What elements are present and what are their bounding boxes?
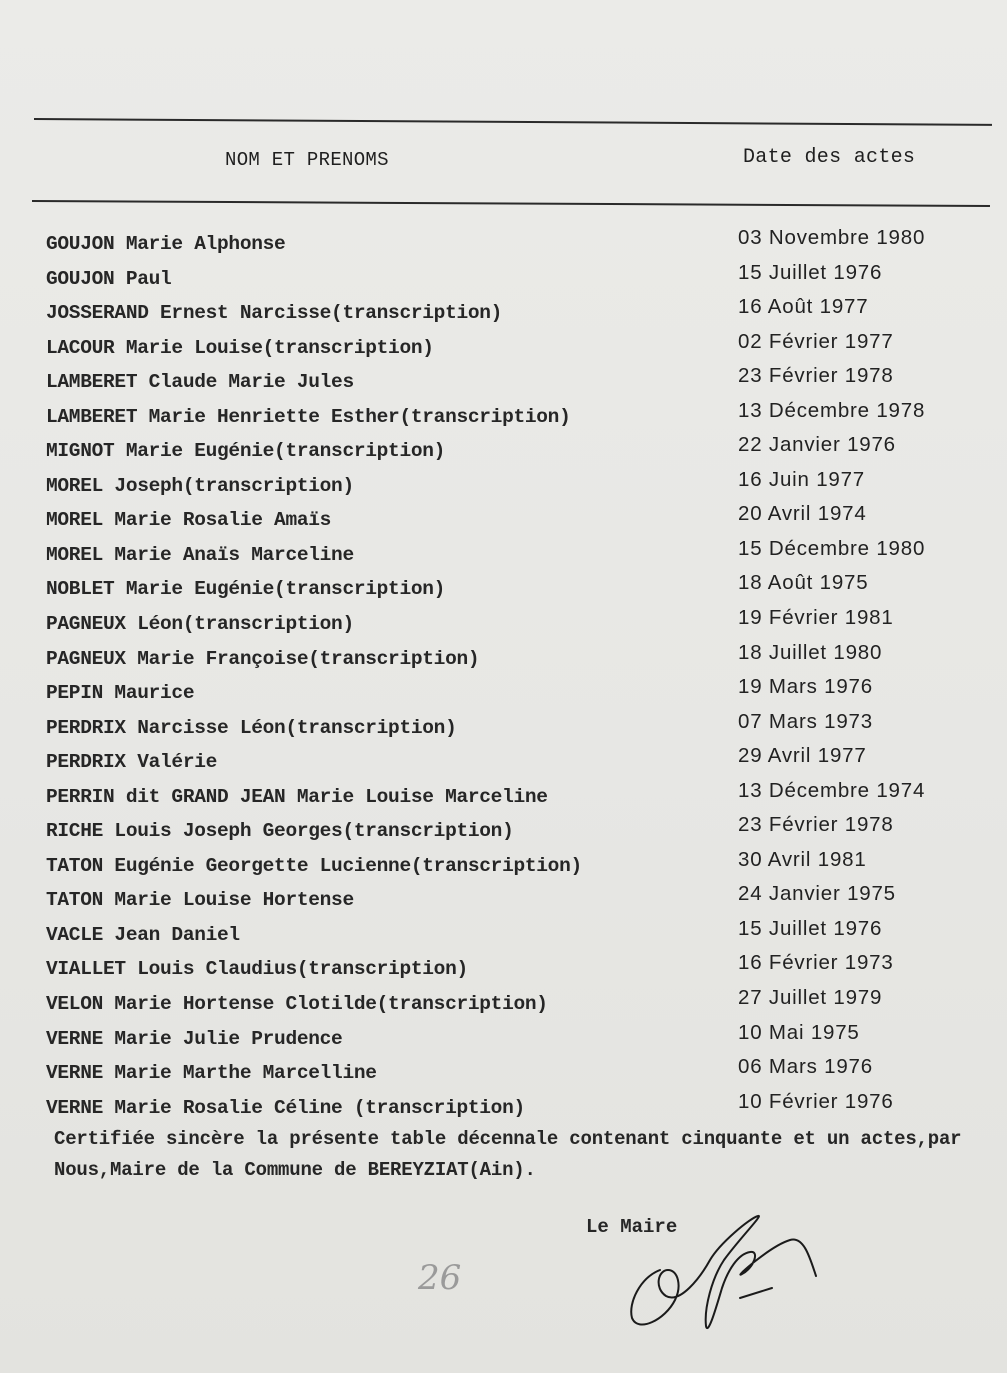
entry-name: GOUJON Marie Alphonse	[46, 233, 286, 255]
entry-name: PEPIN Maurice	[46, 682, 195, 705]
entry-name: VELON Marie Hortense Clotilde(transcription)	[46, 993, 548, 1016]
certification-line-2: Nous,Maire de la Commune de BEREYZIAT(Ain).	[54, 1159, 536, 1181]
entry-name: LACOUR Marie Louise(transcription)	[46, 336, 434, 359]
certification-text	[54, 1124, 964, 1186]
entry-date: 10 Mai 1975	[738, 1020, 860, 1044]
mayor-title: Le Maire	[586, 1216, 678, 1238]
entry-name: VERNE Marie Marthe Marcelline	[46, 1062, 377, 1085]
entry-name: MIGNOT Marie Eugénie(transcription)	[46, 440, 446, 463]
names-list	[46, 229, 582, 1127]
entry-date: 13 Décembre 1978	[738, 398, 926, 422]
entry-name: NOBLET Marie Eugénie(transcription)	[46, 578, 446, 601]
entry-name: VERNE Marie Julie Prudence	[46, 1027, 343, 1050]
entry-name: LAMBERET Claude Marie Jules	[46, 371, 354, 394]
name-column-header: NOM ET PRENOMS	[225, 149, 389, 171]
entry-date: 10 Février 1976	[738, 1089, 894, 1113]
entry-date: 23 Février 1978	[738, 364, 894, 388]
header-rule	[32, 200, 990, 207]
entry-name: JOSSERAND Ernest Narcisse(transcription)	[46, 302, 503, 325]
entry-date: 29 Avril 1977	[738, 744, 867, 768]
entry-date: 16 Août 1977	[738, 295, 869, 319]
entry-name: MOREL Marie Anaïs Marceline	[46, 543, 354, 566]
entry-name: MOREL Marie Rosalie Amaïs	[46, 509, 332, 532]
entry-name: VACLE Jean Daniel	[46, 923, 240, 946]
entry-date: 22 Janvier 1976	[738, 433, 896, 457]
entry-date: 18 Juillet 1980	[738, 640, 883, 664]
top-rule	[34, 118, 992, 126]
pencil-page-number: 26	[418, 1258, 462, 1298]
entry-date: 19 Février 1981	[738, 606, 894, 630]
entry-name: PERDRIX Narcisse Léon(transcription)	[46, 716, 457, 739]
entry-name: RICHE Louis Joseph Georges(transcription)	[46, 820, 514, 843]
entry-date: 30 Avril 1981	[738, 847, 867, 871]
entry-date: 23 Février 1978	[738, 813, 894, 837]
entry-name: GOUJON Paul	[46, 267, 172, 290]
entry-name: LAMBERET Marie Henriette Esther(transcription)	[46, 405, 571, 428]
entry-date: 16 Juin 1977	[738, 467, 866, 491]
entry-name: VIALLET Louis Claudius(transcription)	[46, 958, 468, 981]
entry-date: 16 Février 1973	[738, 951, 894, 975]
entry-date: 13 Décembre 1974	[738, 778, 926, 802]
entry-name: PAGNEUX Léon(transcription)	[46, 613, 354, 636]
entry-date: 03 Novembre 1980	[738, 226, 926, 249]
entry-name: PERDRIX Valérie	[46, 751, 218, 774]
entry-date: 02 Février 1977	[738, 329, 894, 353]
entry-date: 15 Décembre 1980	[738, 536, 926, 560]
entry-name: TATON Eugénie Georgette Lucienne(transcription)	[46, 854, 582, 877]
dates-list	[738, 223, 978, 1121]
entry-name: MOREL Joseph(transcription)	[46, 474, 354, 497]
entry-date: 20 Avril 1974	[738, 502, 867, 526]
entry-date: 24 Janvier 1975	[738, 882, 896, 906]
entry-date: 07 Mars 1973	[738, 709, 873, 733]
entry-date: 15 Juillet 1976	[738, 916, 883, 940]
entry-name: PAGNEUX Marie Françoise(transcription)	[46, 647, 480, 670]
date-column-header: Date des actes	[743, 146, 916, 169]
entry-date: 06 Mars 1976	[738, 1055, 873, 1079]
entry-name: TATON Marie Louise Hortense	[46, 889, 354, 912]
entry-name: PERRIN dit GRAND JEAN Marie Louise Marceline	[46, 785, 548, 808]
certification-line-1: Certifiée sincère la présente table décennale contenant cinquante et un actes,par	[54, 1128, 962, 1150]
entry-date: 19 Mars 1976	[738, 675, 873, 699]
entry-date: 15 Juillet 1976	[738, 260, 883, 284]
mayor-signature	[620, 1208, 830, 1338]
entry-date: 18 Août 1975	[738, 571, 869, 595]
entry-name: VERNE Marie Rosalie Céline (transcription)	[46, 1096, 525, 1119]
entry-date: 27 Juillet 1979	[738, 986, 883, 1010]
